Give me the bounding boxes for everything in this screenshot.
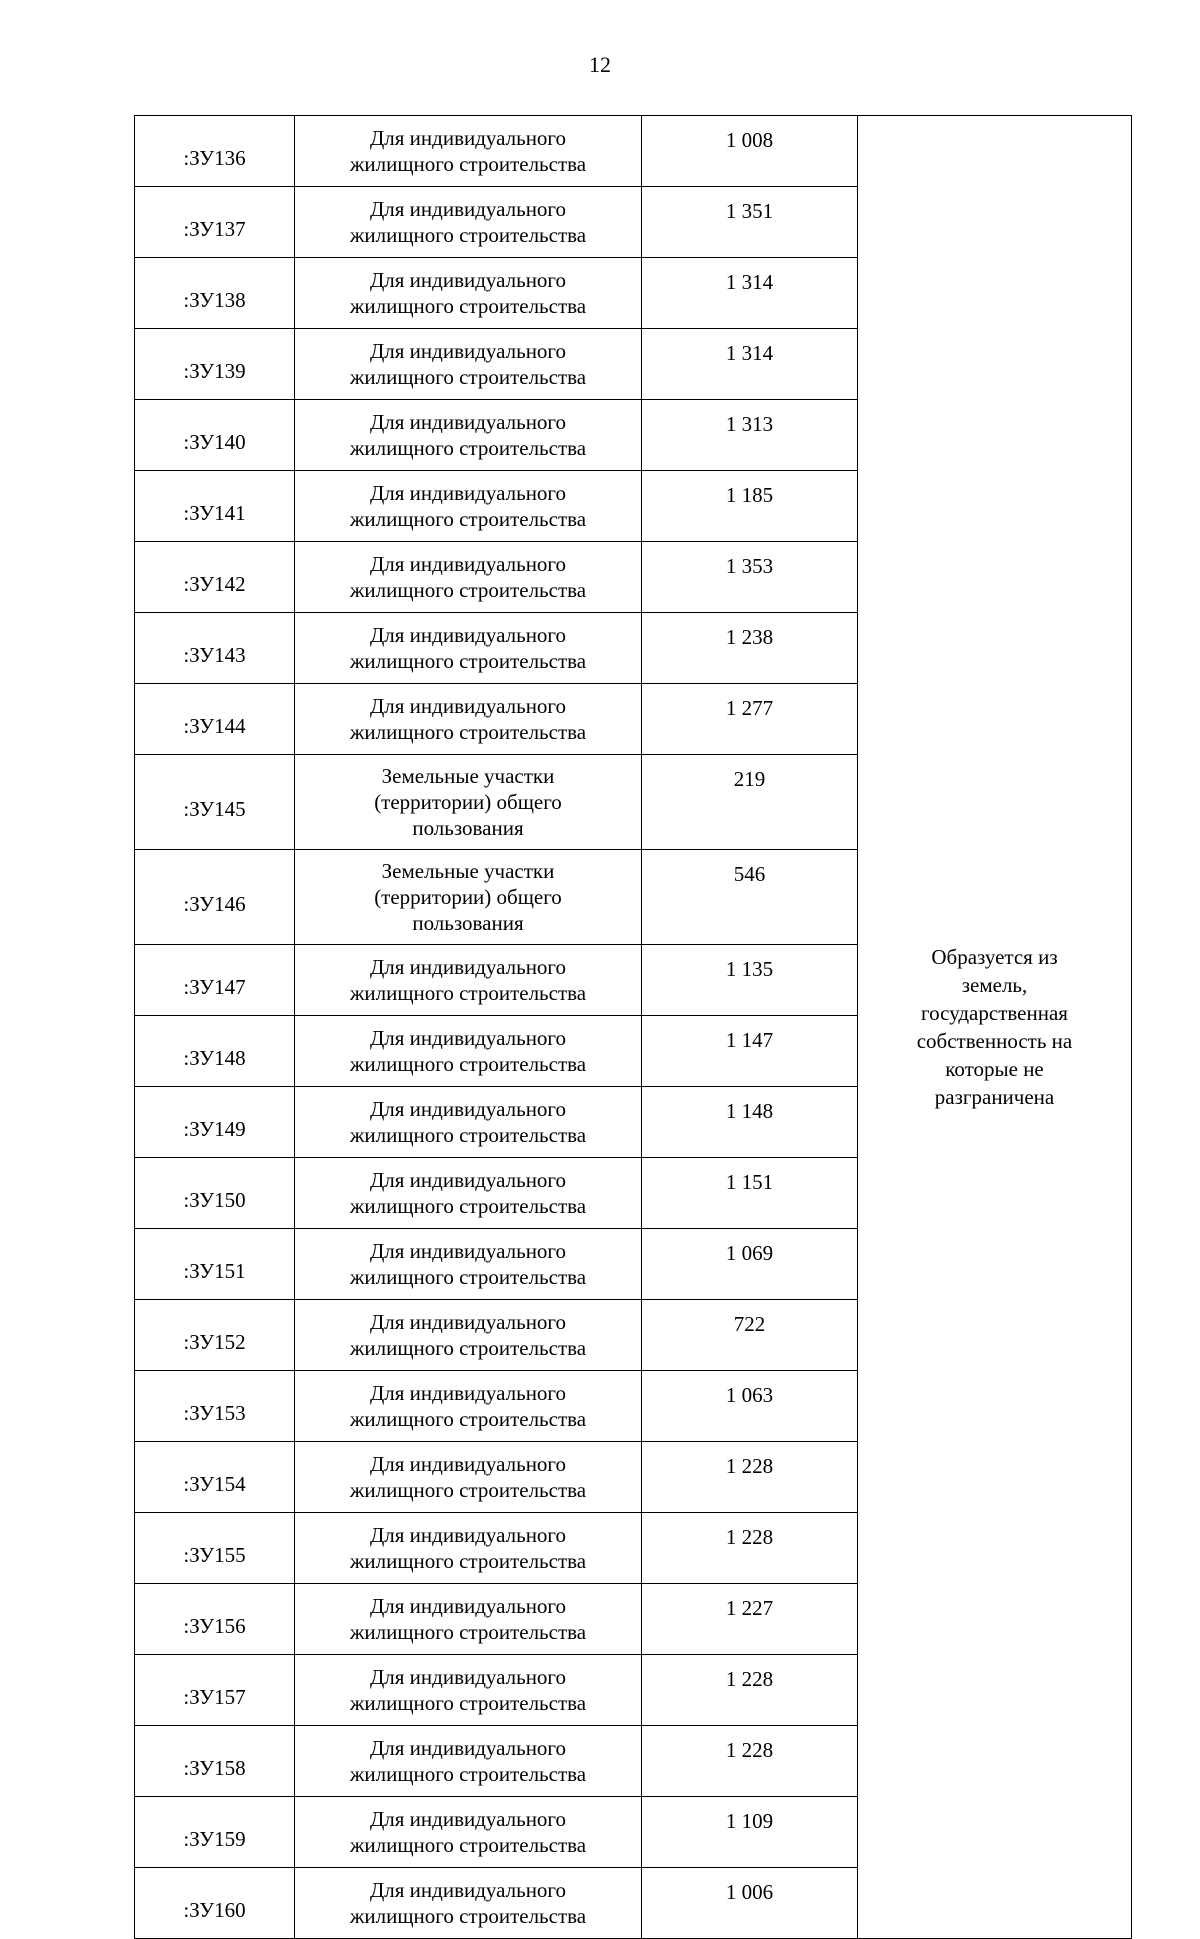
parcel-id-cell: :ЗУ143 (135, 613, 295, 684)
area-cell: 1 151 (642, 1158, 858, 1229)
ownership-note-line: которые не (945, 1057, 1044, 1081)
permitted-use-line: жилищного строительства (349, 436, 587, 460)
permitted-use-line: Для индивидуального (369, 268, 567, 292)
permitted-use-line: жилищного строительства (349, 981, 587, 1005)
permitted-use-line: Земельные участки (381, 859, 555, 883)
area-cell: 1 135 (642, 945, 858, 1016)
parcel-id-cell: :ЗУ146 (135, 850, 295, 945)
permitted-use-cell (295, 1584, 642, 1655)
permitted-use-line: Для индивидуального (369, 1452, 567, 1476)
area-cell: 546 (642, 850, 858, 945)
land-parcels-table (134, 115, 1132, 1939)
permitted-use-cell (295, 258, 642, 329)
area-cell: 1 147 (642, 1016, 858, 1087)
parcel-id-cell: :ЗУ144 (135, 684, 295, 755)
area-cell: 1 227 (642, 1584, 858, 1655)
parcel-id-cell: :ЗУ158 (135, 1726, 295, 1797)
permitted-use-line: жилищного строительства (349, 1549, 587, 1573)
permitted-use-cell (295, 755, 642, 850)
parcel-id-cell: :ЗУ147 (135, 945, 295, 1016)
permitted-use-cell (295, 1868, 642, 1939)
permitted-use-line: Для индивидуального (369, 623, 567, 647)
area-cell: 1 314 (642, 258, 858, 329)
permitted-use-line: пользования (412, 816, 524, 840)
permitted-use-cell (295, 1229, 642, 1300)
permitted-use-line: Для индивидуального (369, 1523, 567, 1547)
area-cell: 1 228 (642, 1442, 858, 1513)
parcel-id-cell: :ЗУ156 (135, 1584, 295, 1655)
table-row (135, 116, 1132, 187)
permitted-use-line: жилищного строительства (349, 365, 587, 389)
permitted-use-cell (295, 471, 642, 542)
permitted-use-line: жилищного строительства (349, 223, 587, 247)
permitted-use-line: пользования (412, 911, 524, 935)
area-cell: 1 228 (642, 1726, 858, 1797)
permitted-use-line: жилищного строительства (349, 1407, 587, 1431)
permitted-use-line: жилищного строительства (349, 1194, 587, 1218)
permitted-use-line: жилищного строительства (349, 507, 587, 531)
parcel-id-cell: :ЗУ157 (135, 1655, 295, 1726)
parcel-id-cell: :ЗУ155 (135, 1513, 295, 1584)
area-cell: 1 314 (642, 329, 858, 400)
area-cell: 1 313 (642, 400, 858, 471)
permitted-use-line: Для индивидуального (369, 1097, 567, 1121)
area-cell: 1 148 (642, 1087, 858, 1158)
permitted-use-line: Для индивидуального (369, 1026, 567, 1050)
ownership-note-line: земель, (961, 973, 1028, 997)
permitted-use-line: Для индивидуального (369, 1310, 567, 1334)
permitted-use-line: Для индивидуального (369, 126, 567, 150)
parcel-id-cell: :ЗУ151 (135, 1229, 295, 1300)
permitted-use-line: Для индивидуального (369, 1239, 567, 1263)
permitted-use-line: Для индивидуального (369, 410, 567, 434)
permitted-use-cell (295, 1797, 642, 1868)
parcel-id-cell: :ЗУ139 (135, 329, 295, 400)
permitted-use-line: жилищного строительства (349, 1478, 587, 1502)
permitted-use-line: Для индивидуального (369, 339, 567, 363)
area-cell: 1 351 (642, 187, 858, 258)
area-cell: 1 228 (642, 1655, 858, 1726)
parcel-id-cell: :ЗУ148 (135, 1016, 295, 1087)
permitted-use-cell (295, 116, 642, 187)
permitted-use-cell (295, 1726, 642, 1797)
permitted-use-cell (295, 1513, 642, 1584)
area-cell: 1 277 (642, 684, 858, 755)
parcel-id-cell: :ЗУ141 (135, 471, 295, 542)
parcel-id-cell: :ЗУ152 (135, 1300, 295, 1371)
area-cell: 722 (642, 1300, 858, 1371)
permitted-use-line: (территории) общего (374, 790, 562, 814)
permitted-use-cell (295, 684, 642, 755)
permitted-use-line: жилищного строительства (349, 1123, 587, 1147)
permitted-use-cell (295, 1442, 642, 1513)
ownership-note-line: собственность на (916, 1029, 1073, 1053)
area-cell: 1 069 (642, 1229, 858, 1300)
permitted-use-cell (295, 1087, 642, 1158)
permitted-use-line: Для индивидуального (369, 481, 567, 505)
permitted-use-cell (295, 1655, 642, 1726)
parcel-id-cell: :ЗУ138 (135, 258, 295, 329)
parcel-id-cell: :ЗУ140 (135, 400, 295, 471)
area-cell: 1 006 (642, 1868, 858, 1939)
permitted-use-cell (295, 187, 642, 258)
permitted-use-cell (295, 850, 642, 945)
permitted-use-cell (295, 1300, 642, 1371)
permitted-use-line: Для индивидуального (369, 1878, 567, 1902)
permitted-use-cell (295, 613, 642, 684)
parcel-id-cell: :ЗУ136 (135, 116, 295, 187)
area-cell: 1 185 (642, 471, 858, 542)
permitted-use-line: жилищного строительства (349, 294, 587, 318)
permitted-use-cell (295, 1016, 642, 1087)
permitted-use-line: Для индивидуального (369, 1736, 567, 1760)
permitted-use-cell (295, 1158, 642, 1229)
parcel-id-cell: :ЗУ150 (135, 1158, 295, 1229)
area-cell: 1 063 (642, 1371, 858, 1442)
page-number: 12 (589, 52, 611, 77)
permitted-use-line: жилищного строительства (349, 152, 587, 176)
permitted-use-line: жилищного строительства (349, 1052, 587, 1076)
permitted-use-line: жилищного строительства (349, 1620, 587, 1644)
permitted-use-line: Для индивидуального (369, 694, 567, 718)
permitted-use-line: Для индивидуального (369, 955, 567, 979)
permitted-use-line: жилищного строительства (349, 1762, 587, 1786)
permitted-use-line: Для индивидуального (369, 1807, 567, 1831)
parcel-id-cell: :ЗУ154 (135, 1442, 295, 1513)
permitted-use-line: жилищного строительства (349, 1691, 587, 1715)
ownership-note-cell (858, 116, 1132, 1939)
area-cell: 1 238 (642, 613, 858, 684)
permitted-use-line: жилищного строительства (349, 1265, 587, 1289)
area-cell: 1 008 (642, 116, 858, 187)
area-cell: 1 109 (642, 1797, 858, 1868)
permitted-use-line: жилищного строительства (349, 1904, 587, 1928)
ownership-note-line: Образуется из (931, 945, 1058, 969)
parcel-id-cell: :ЗУ137 (135, 187, 295, 258)
permitted-use-line: Земельные участки (381, 764, 555, 788)
area-cell: 1 353 (642, 542, 858, 613)
permitted-use-line: жилищного строительства (349, 1833, 587, 1857)
permitted-use-cell (295, 542, 642, 613)
parcel-id-cell: :ЗУ160 (135, 1868, 295, 1939)
permitted-use-line: Для индивидуального (369, 1594, 567, 1618)
parcel-id-cell: :ЗУ149 (135, 1087, 295, 1158)
permitted-use-line: жилищного строительства (349, 1336, 587, 1360)
permitted-use-line: Для индивидуального (369, 1381, 567, 1405)
permitted-use-cell (295, 400, 642, 471)
permitted-use-line: Для индивидуального (369, 197, 567, 221)
parcel-id-cell: :ЗУ145 (135, 755, 295, 850)
area-cell: 219 (642, 755, 858, 850)
ownership-note-line: государственная (921, 1001, 1068, 1025)
permitted-use-line: Для индивидуального (369, 1168, 567, 1192)
permitted-use-line: (территории) общего (374, 885, 562, 909)
permitted-use-line: жилищного строительства (349, 578, 587, 602)
permitted-use-cell (295, 1371, 642, 1442)
permitted-use-line: жилищного строительства (349, 720, 587, 744)
permitted-use-line: Для индивидуального (369, 1665, 567, 1689)
area-cell: 1 228 (642, 1513, 858, 1584)
parcel-id-cell: :ЗУ153 (135, 1371, 295, 1442)
parcel-id-cell: :ЗУ159 (135, 1797, 295, 1868)
permitted-use-line: Для индивидуального (369, 552, 567, 576)
permitted-use-cell (295, 329, 642, 400)
permitted-use-cell (295, 945, 642, 1016)
parcel-id-cell: :ЗУ142 (135, 542, 295, 613)
permitted-use-line: жилищного строительства (349, 649, 587, 673)
ownership-note-line: разграничена (934, 1085, 1055, 1109)
